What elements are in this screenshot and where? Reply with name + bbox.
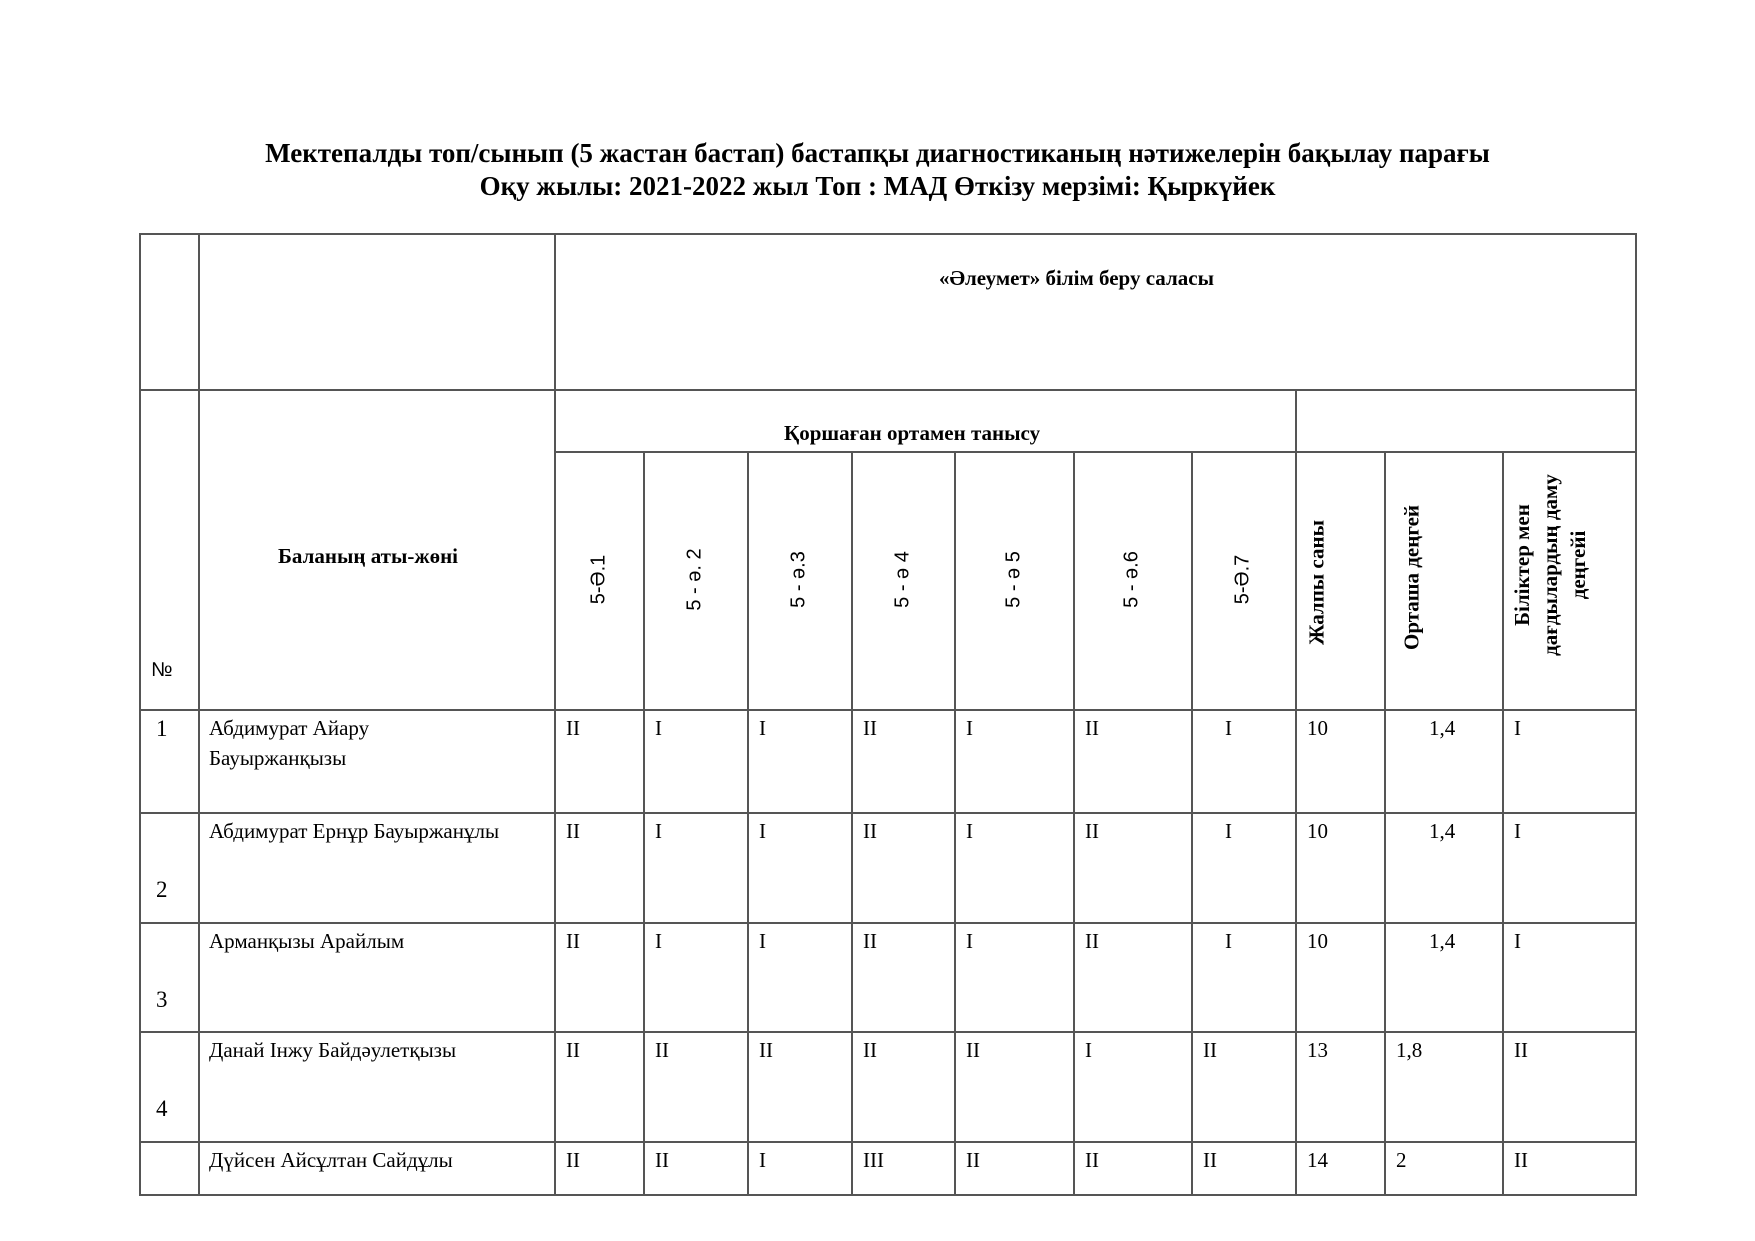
subject-header: Қоршаған ортамен танысу xyxy=(784,421,1041,445)
criterion-score: II xyxy=(655,1148,669,1172)
criterion-score: II xyxy=(1203,1038,1217,1062)
row-divider xyxy=(139,1194,1637,1196)
criterion-header: 5 - ә.3 xyxy=(787,551,810,608)
child-name-line2: Бауыржанқызы xyxy=(209,746,347,770)
criterion-score: I xyxy=(759,929,766,953)
column-divider xyxy=(643,451,645,1196)
skills-level: I xyxy=(1514,819,1521,843)
row-divider xyxy=(139,1031,1637,1033)
criterion-score: II xyxy=(966,1038,980,1062)
row-divider xyxy=(139,812,1637,814)
average-level: 1,8 xyxy=(1396,1038,1423,1062)
criterion-header: 5 - ә 4 xyxy=(891,551,913,608)
table-border-top xyxy=(139,233,1637,235)
total-score: 10 xyxy=(1307,819,1328,843)
skills-level-header-line3: деңгейі xyxy=(1566,530,1590,600)
total-score: 13 xyxy=(1307,1038,1328,1062)
row-divider xyxy=(139,709,1637,711)
average-level: 1,4 xyxy=(1429,819,1456,843)
criterion-score: I xyxy=(1085,1038,1092,1062)
criterion-score: I xyxy=(1225,819,1232,843)
criterion-score: II xyxy=(966,1148,980,1172)
skills-level-header-line2: дағдылардың даму xyxy=(1538,474,1562,656)
average-level: 2 xyxy=(1396,1148,1407,1172)
total-score: 10 xyxy=(1307,716,1328,740)
column-divider xyxy=(554,233,556,1196)
column-divider xyxy=(851,451,853,1196)
criterion-header: 5 - ә 5 xyxy=(1002,551,1024,608)
criterion-score: II xyxy=(566,716,580,740)
child-name: Абдимурат Ернұр Бауыржанұлы xyxy=(209,819,500,843)
criterion-header: 5-Ә.7 xyxy=(1231,554,1254,605)
criterion-score: II xyxy=(1085,716,1099,740)
criterion-score: I xyxy=(966,819,973,843)
criterion-score: I xyxy=(655,716,662,740)
average-level: 1,4 xyxy=(1429,929,1456,953)
column-divider xyxy=(1295,389,1297,1196)
criterion-score: I xyxy=(966,716,973,740)
table-border-right xyxy=(1635,233,1637,1196)
row-number: 1 xyxy=(156,716,168,741)
criterion-score: I xyxy=(759,716,766,740)
row-divider xyxy=(139,922,1637,924)
criterion-score: I xyxy=(1225,716,1232,740)
criterion-score: I xyxy=(655,819,662,843)
criterion-score: II xyxy=(566,1038,580,1062)
row-divider xyxy=(139,1141,1637,1143)
column-divider xyxy=(198,233,200,1196)
child-name: Данай Інжу Байдәулетқызы xyxy=(209,1038,457,1062)
column-divider xyxy=(1384,451,1386,1196)
criterion-score: II xyxy=(1085,819,1099,843)
average-level: 1,4 xyxy=(1429,716,1456,740)
criterion-score: II xyxy=(566,819,580,843)
criterion-score: II xyxy=(566,1148,580,1172)
table-border-left xyxy=(139,233,141,1196)
document-subtitle: Оқу жылы: 2021-2022 жыл Топ : МАД Өткізу мерзімі: Қыркүйек xyxy=(479,171,1276,201)
child-name: Дүйсен Айсұлтан Сайдұлы xyxy=(209,1148,453,1172)
skills-level: I xyxy=(1514,929,1521,953)
total-score: 10 xyxy=(1307,929,1328,953)
skills-level: II xyxy=(1514,1148,1528,1172)
criterion-score: III xyxy=(863,1148,884,1172)
skills-level-header xyxy=(1508,455,1598,675)
criterion-header: 5 - ә.6 xyxy=(1120,551,1143,608)
child-name-header: Баланың аты-жөні xyxy=(278,544,459,568)
criterion-score: II xyxy=(863,929,877,953)
criterion-score: II xyxy=(566,929,580,953)
area-header: «Әлеумет» білім беру саласы xyxy=(939,266,1214,290)
number-header: № xyxy=(151,659,173,681)
skills-level-header-line1: Біліктер мен xyxy=(1510,504,1534,626)
criterion-score: I xyxy=(655,929,662,953)
child-name: Абдимурат Айару xyxy=(209,716,370,740)
criterion-score: II xyxy=(863,1038,877,1062)
criterion-score: I xyxy=(966,929,973,953)
criterion-score: II xyxy=(1085,929,1099,953)
criterion-score: II xyxy=(1085,1148,1099,1172)
column-divider xyxy=(1502,451,1504,1196)
column-divider xyxy=(747,451,749,1196)
average-header: Орташа деңгей xyxy=(1399,505,1424,651)
criterion-header: 5 - ә. 2 xyxy=(683,548,706,611)
criterion-score: I xyxy=(1225,929,1232,953)
total-score: 14 xyxy=(1307,1148,1328,1172)
total-header: Жалпы саны xyxy=(1304,519,1329,646)
header-divider xyxy=(139,389,1637,391)
row-number: 2 xyxy=(156,877,168,902)
criterion-score: II xyxy=(655,1038,669,1062)
subheader-divider xyxy=(554,451,1637,453)
criterion-score: II xyxy=(863,716,877,740)
criterion-score: I xyxy=(759,1148,766,1172)
column-divider xyxy=(1191,451,1193,1196)
criterion-score: I xyxy=(759,819,766,843)
row-number: 3 xyxy=(156,987,168,1012)
child-name: Арманқызы Арайлым xyxy=(209,929,405,953)
criterion-score: II xyxy=(1203,1148,1217,1172)
column-divider xyxy=(954,451,956,1196)
row-number: 4 xyxy=(156,1096,168,1121)
skills-level: I xyxy=(1514,716,1521,740)
skills-level: II xyxy=(1514,1038,1528,1062)
criterion-header: 5-Ә.1 xyxy=(587,554,609,605)
column-divider xyxy=(1073,451,1075,1196)
criterion-score: II xyxy=(863,819,877,843)
document-title: Мектепалды топ/сынып (5 жастан бастап) бастапқы диагностиканың нәтижелерін бақылау парағы xyxy=(265,138,1490,168)
criterion-score: II xyxy=(759,1038,773,1062)
